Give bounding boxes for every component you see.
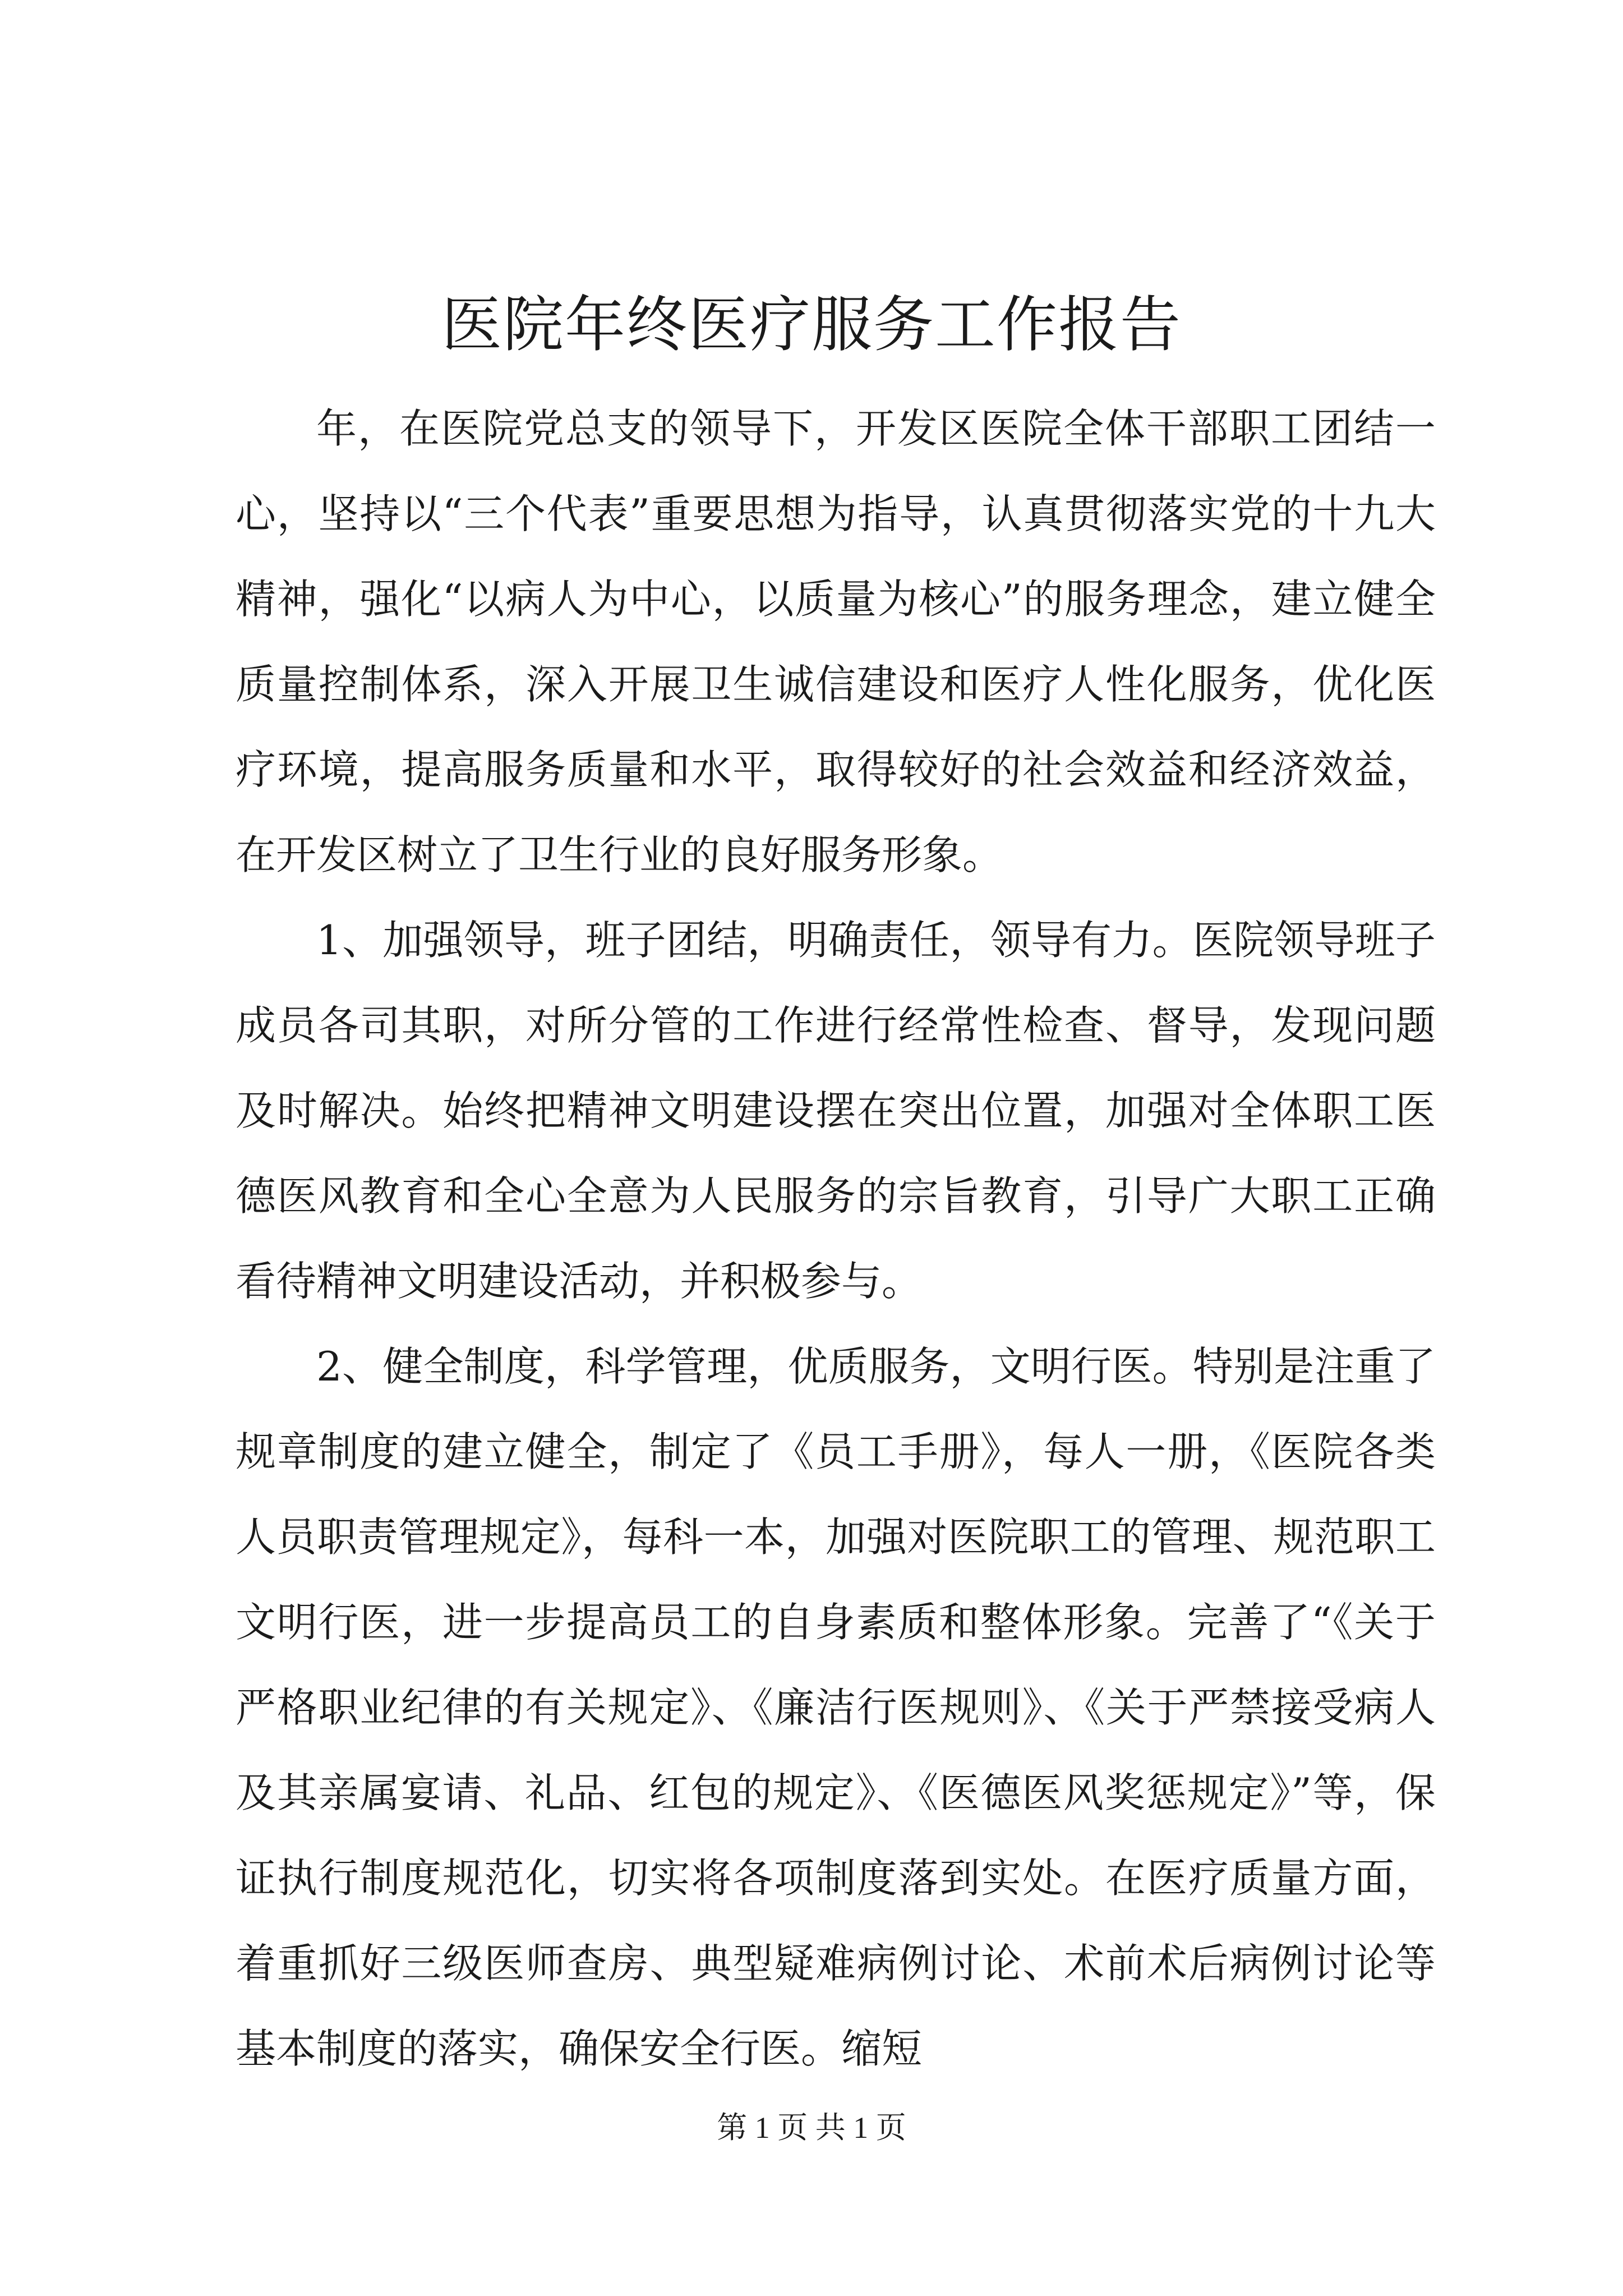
paragraph-item-1: 1、加强领导，班子团结，明确责任，领导有力。医院领导班子成员各司其职，对所分管的工作进行经常性检查、督导，发现问题及时解决。始终把精神文明建设摆在突出位置，加强对全体职工医德医风教育和全心全意为人民服务的宗旨教育，引导广大职工正确看待精神文明建设活动，并积极参与。 [236,917,1436,1305]
paragraph-intro: 年，在医院党总支的领导下，开发区医院全体干部职工团结一心，坚持以“三个代表”重要思想为指导，认真贯彻落实党的十九大精神，强化“以病人为中心，以质量为核心”的服务理念，建立健全质量控制体系，深入开展卫生诚信建设和医疗人性化服务，优化医疗环境，提高服务质量和水平，取得较好的社会效益和经济效益，在开发区树立了卫生行业的良好服务形象。 [236,405,1436,878]
paragraph-item-2: 2、健全制度，科学管理，优质服务，文明行医。特别是注重了规章制度的建立健全，制定了《员工手册》，每人一册，《医院各类人员职责管理规定》，每科一本，加强对医院职工的管理、规范职工文明行医，进一步提高员工的自身素质和整体形象。完善了“《关于严格职业纪律的有关规定》、《廉洁行医规则》、《关于严禁接受病人及其亲属宴请、礼品、红包的规定》、《医德医风奖惩规定》”等，保证执行制度规范化，切实将各项制度落到实处。在医疗质量方面，着重抓好三级医师查房、典型疑难病例讨论、术前术后病例讨论等基本制度的落实，确保安全行医。缩短 [236,1343,1436,2072]
document-body [236,386,1436,2091]
document-title: 医院年终医疗服务工作报告 [441,290,1182,360]
page-number-footer: 第 1 页 共 1 页 [717,2111,906,2145]
